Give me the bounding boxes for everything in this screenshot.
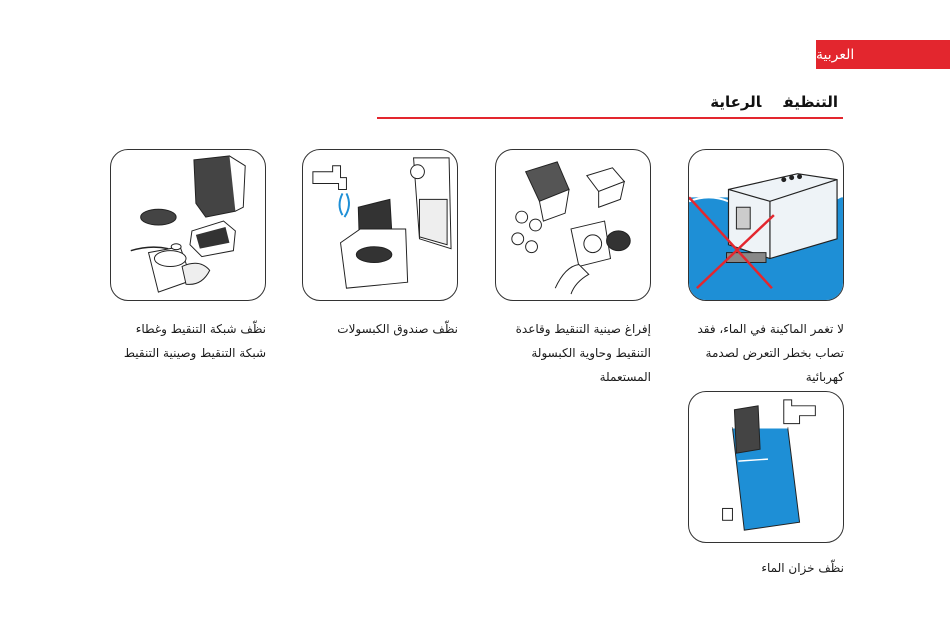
illustration-clean-water-tank — [688, 391, 844, 543]
machine-in-water-icon — [689, 150, 843, 300]
section-divider — [377, 117, 843, 119]
faucet-capsule-box-icon — [303, 150, 457, 300]
caption-clean-drip-grid: نظّف شبكة التنقيط وغطاء شبكة التنقيط وصينية التنقيط — [123, 322, 266, 360]
drip-tray-parts-icon — [496, 150, 650, 300]
caption-clean-water-tank: نظّف خزان الماء — [761, 561, 844, 575]
water-tank-faucet-icon — [689, 392, 843, 542]
illustration-clean-drip-grid — [110, 149, 266, 301]
caption-do-not-immerse: لا تغمر الماكينة في الماء، فقد تصاب بخطر التعرض لصدمة كهربائية — [697, 322, 844, 384]
illustration-clean-capsule-box — [302, 149, 458, 301]
section-title — [688, 93, 838, 111]
caption-empty-drip-tray: إفراغ صينية التنقيط وقاعدة التنقيط وحاوية الكبسولة المستعملة — [515, 322, 651, 384]
language-tab[interactable]: العربية — [816, 40, 950, 69]
section-title-sub: الرعاية — [710, 93, 762, 111]
illustration-empty-drip-tray — [495, 149, 651, 301]
section-title-main: التنظيف — [783, 93, 838, 111]
caption-clean-capsule-box: نظّف صندوق الكبسولات — [337, 322, 458, 336]
illustration-do-not-immerse — [688, 149, 844, 301]
drip-grid-sponge-icon — [111, 150, 265, 300]
